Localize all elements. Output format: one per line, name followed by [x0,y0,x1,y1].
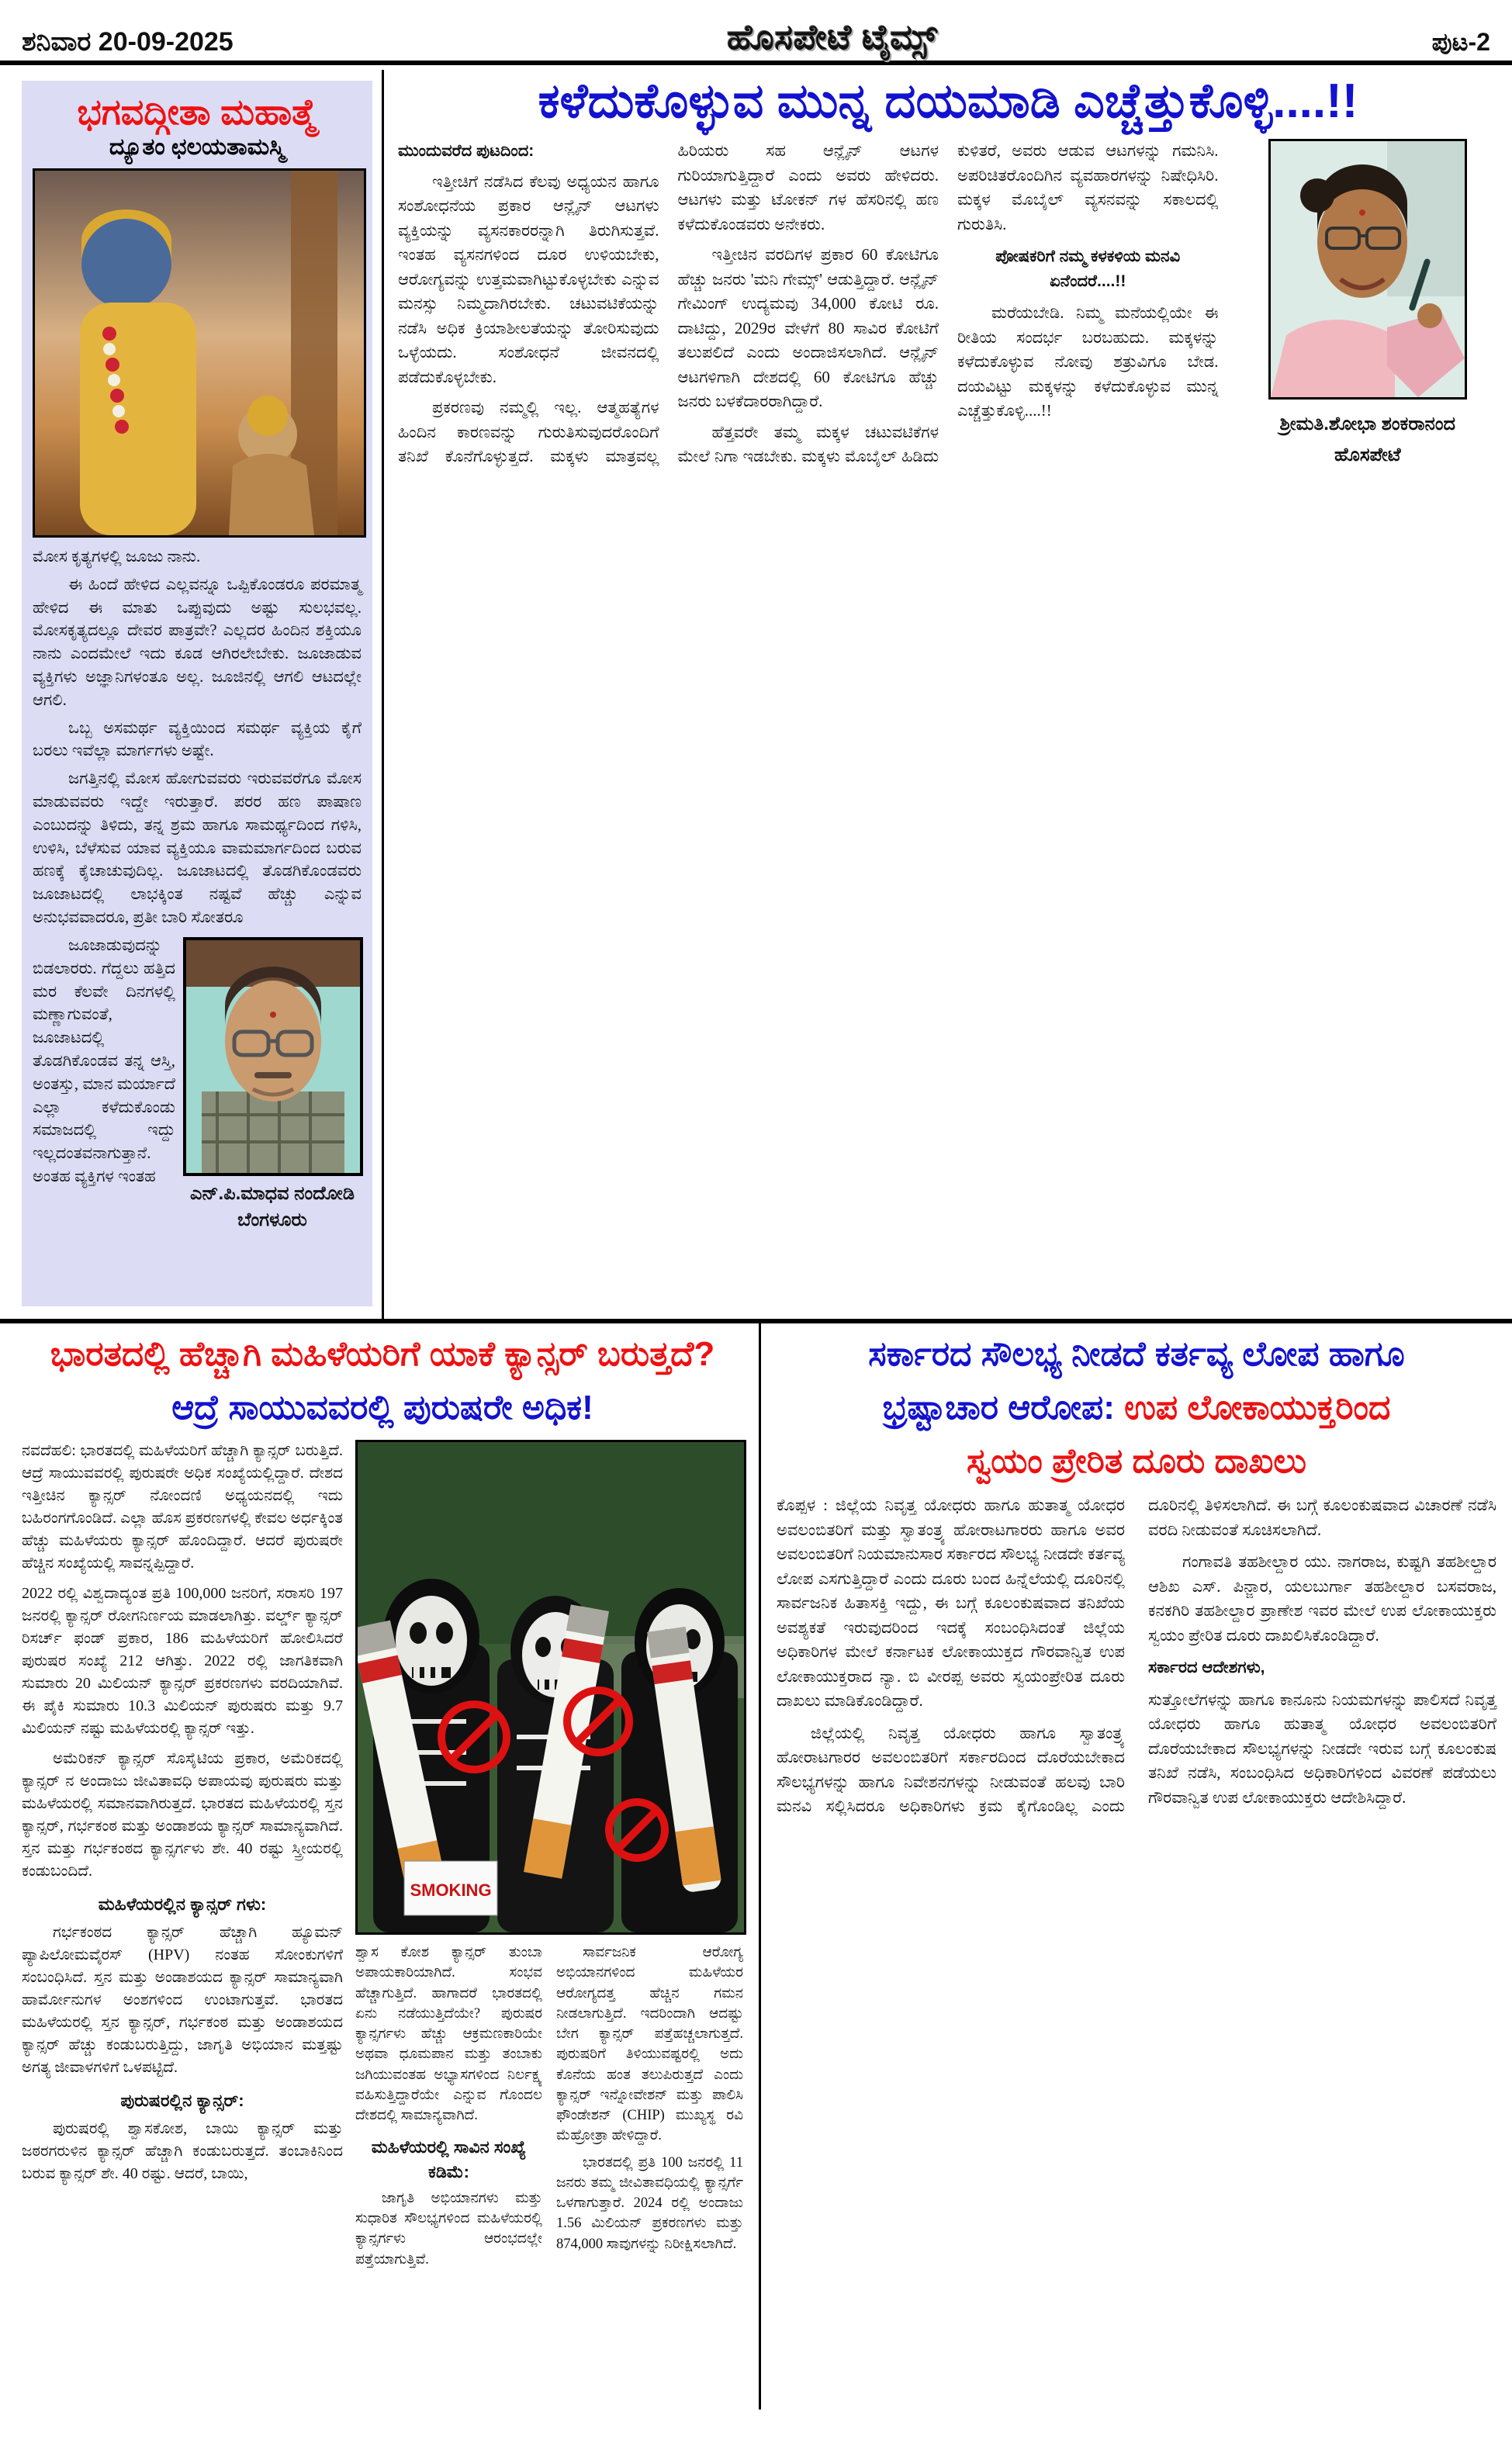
main-author-place: ಹೊಸಪೇಟೆ [1334,444,1401,465]
main-article [382,70,1512,1319]
lokayukta-paragraph: ಸುತ್ತೋಲೆಗಳನ್ನು ಹಾಗೂ ಕಾನೂನು ನಿಯಮಗಳನ್ನು ಪಾಲಿಸದೆ ನಿವೃತ್ತ ಯೋಧರು ಹಾಗೂ ಹುತಾತ್ಮ ಯೋಧರ ಅವಲಂಬಿತರಿಗೆ ದೊರೆಯಬೇಕಾದ ಸೌಲಭ್ಯಗಳನ್ನು ನೀಡದೇ ಇರುವ ಬಗ್ಗೆ ಕೂಲಂಕುಷ ತನಿಖೆ ನಡೆಸಿ, ಸಂಬಂಧಿಸಿದ ಅಧಿಕಾರಿಗಳಿಂದ ವಿವರಣೆ ಪಡೆಯಲು ಗೌರವಾನ್ವಿತ ಉಪ ಲೋಕಾಯುಕ್ತರು ಆದೇಶಿಸಿದ್ದಾರೆ. [1148,1690,1496,1807]
gita-author-photo-block [183,937,362,1233]
cancer-article [16,1323,754,2410]
cancer-paragraph: ನವದೆಹಲಿ: ಭಾರತದಲ್ಲಿ ಮಹಿಳೆಯರಿಗೆ ಹೆಚ್ಚಾಗಿ ಕ್ಯಾನ್ಸರ್ ಬರುತ್ತಿದೆ. ಆದ್ರೆ ಸಾಯುವವರಲ್ಲಿ ಪುರುಷರೇ ಅಧಿಕ ಸಂಖ್ಯೆಯಲ್ಲಿದ್ದಾರೆ. ದೇಶದ ಇತ್ತೀಚಿನ ಕ್ಯಾನ್ಸರ್ ನೋಂದಣಿ ಅಧ್ಯಯನದಲ್ಲಿ ಇದು ಬಹಿರಂಗಗೊಂಡಿದೆ. ಎಲ್ಲಾ ಹೊಸ ಪ್ರಕರಣಗಳಲ್ಲಿ ಕೇವಲ ಅರ್ಧಕ್ಕಿಂತ ಹೆಚ್ಚು ಮಹಿಳೆಯರು ಕ್ಯಾನ್ಸರ್ ಹೊಂದಿದ್ದಾರೆ. ಆದರೆ ಪುರುಷರೇ ಹೆಚ್ಚಿನ ಸಂಖ್ಯೆಯಲ್ಲಿ ಸಾವನ್ನಪ್ಪಿದ್ದಾರೆ. [22,1442,343,1572]
main-paragraph: ಪ್ರಕರಣವು ನಮ್ಮಲ್ಲಿ ಇಲ್ಲ. ಆತ್ಮಹತ್ಯೆಗಳ ಹಿಂದಿನ ಕಾರಣವನ್ನು ಗುರುತಿಸುವುದರೊಂದಿಗೆ ತನಿಖೆ ಕೊನೆಗೊಳ್ಳುತ್ತದೆ. ಮಕ್ಕಳು ಮಾತ್ರವಲ್ಲ ಹಿರಿಯರು ಸಹ ಆನ್ಲೈನ್ ಆಟಗಳ ಗುರಿಯಾಗುತ್ತಿದ್ದಾರೆ ಎಂದು ಅವರು ಹೇಳಿದರು. ಆಟಗಳು ಮತ್ತು ಟೋಕನ್ ಗಳ ಹೆಸರಿನಲ್ಲಿ ಹಣ ಕಳೆದುಕೊಂಡವರು ಅನೇಕರು. [398,141,939,466]
protest-sign-text: SMOKING [410,1880,492,1900]
main-author-photo-block [1237,139,1499,469]
gita-article [22,81,372,1306]
author-photo-madhava [183,937,363,1176]
cancer-paragraph: ಸಾರ್ವಜನಿಕ ಆರೋಗ್ಯ ಅಭಿಯಾನಗಳಿಂದ ಮಹಿಳೆಯರ ಆರೋಗ್ಯದತ್ತ ಹೆಚ್ಚಿನ ಗಮನ ನೀಡಲಾಗುತ್ತಿದೆ. ಇದರಿಂದಾಗಿ ಆದಷ್ಟು ಬೇಗ ಕ್ಯಾನ್ಸರ್ ಪತ್ತೆಹಚ್ಚಲಾಗುತ್ತದೆ. ಪುರುಷರಿಗೆ ತಿಳಿಯುವಷ್ಟರಲ್ಲಿ ಅದು ಕೊನೆಯ ಹಂತ ತಲುಪಿರುತ್ತದೆ ಎಂದು ಕ್ಯಾನ್ಸರ್ ಇನ್ನೋವೇಶನ್ ಮತ್ತು ಪಾಲಿಸಿ ಫೌಂಡೇಶನ್ (CHIP) ಮುಖ್ಯಸ್ಥ ರವಿ ಮೆಹ್ರೋತ್ರಾ ಹೇಳಿದ್ದಾರೆ. [556,1945,743,2144]
author-photo-shobha [1268,139,1467,400]
continued-from-page-label: ಮುಂದುವರೆದ ಪುಟದಿಂದ: [398,142,535,161]
cancer-content [22,1440,743,2439]
gita-headline: ಭಗವದ್ಗೀತಾ ಮಹಾತ್ಮೆ [77,92,317,132]
top-section [0,70,1512,1319]
page-number: ಪುಟ-2 [1431,28,1490,56]
main-paragraph: ಇತ್ತೀಚಿನ ವರದಿಗಳ ಪ್ರಕಾರ 60 ಕೋಟಿಗೂ ಹೆಚ್ಚು ಜನರು 'ಮನಿ ಗೇಮ್ಸ್' ಆಡುತ್ತಿದ್ದಾರೆ. ಆನ್ಲೈನ್ ಗೇಮಿಂಗ್ ಉದ್ಯಮವು 34,000 ಕೋಟಿ ರೂ. ದಾಟಿದ್ದು, 2029ರ ವೇಳೆಗೆ 80 ಸಾವಿರ ಕೋಟಿಗೆ ತಲುಪಲಿದೆ ಎಂದು ಅಂದಾಜಿಸಲಾಗಿದೆ. ಆನ್ಲೈನ್ ಆಟಗಳಿಗಾಗಿ ದೇಶದಲ್ಲಿ 60 ಕೋಟಿಗೂ ಹೆಚ್ಚು ಜನರು ಬಳಕೆದಾರರಾಗಿದ್ದಾರೆ. [677,245,939,411]
lokayukta-paragraph: ಜಿಲ್ಲೆಯಲ್ಲಿ ನಿವೃತ್ತ ಯೋಧರು ಹಾಗೂ ಸ್ವಾತಂತ್ರ್ಯ ಹೋರಾಟಗಾರರ ಅವಲಂಬಿತರಿಗೆ ಸರ್ಕಾರದಿಂದ ದೊರೆಯಬೇಕಾದ ಸೌಲಭ್ಯಗಳನ್ನು ಹಾಗೂ ನಿವೇಶನಗಳನ್ನು ನೀಡುವಂತೆ ಹಲವು ಬಾರಿ ಮನವಿ ಸಲ್ಲಿಸಿದರೂ ಅಧಿಕಾರಿಗಳು ಕ್ರಮ ಕೈಗೊಂಡಿಲ್ಲ ಎಂದು ದೂರಿನಲ್ಲಿ ತಿಳಿಸಲಾಗಿದೆ. ಈ ಬಗ್ಗೆ ಕೂಲಂಕುಷವಾದ ವಿಚಾರಣೆ ನಡೆಸಿ ವರದಿ ನೀಡುವಂತೆ ಸೂಚಿಸಲಾಗಿದೆ. [777,1496,1496,1815]
cancer-paragraph: ಜಾಗೃತಿ ಅಭಿಯಾನಗಳು ಮತ್ತು ಸುಧಾರಿತ ಸೌಲಭ್ಯಗಳಿಂದ ಮಹಿಳೆಯರಲ್ಲಿ ಕ್ಯಾನ್ಸರ್ಗಳು ಆರಂಭದಲ್ಲೇ ಪತ್ತೆಯಾಗುತ್ತಿವೆ. [355,2190,542,2268]
bottom-section [0,1319,1512,2405]
lokayukta-headline-line3: ಸ್ವಯಂ ಪ್ರೇರಿತ ದೂರು ದಾಖಲು [967,1442,1306,1480]
main-author-name: ಶ್ರೀಮತಿ.ಶೋಭಾ ಶಂಕರಾನಂದ [1279,413,1455,434]
main-headline: ಕಳೆದುಕೊಳ್ಳುವ ಮುನ್ನ ದಯಮಾಡಿ ಎಚ್ಚೆತ್ತುಕೊಳ್ಳಿ....!! [538,74,1358,128]
gita-body-text [33,545,362,1230]
anti-smoking-protest-photo [355,1440,746,1935]
cancer-paragraph: ಶ್ವಾಸ ಕೋಶ ಕ್ಯಾನ್ಸರ್ ತುಂಬಾ ಅಪಾಯಕಾರಿಯಾಗಿದೆ. ಸಂಭವ ಹೆಚ್ಚಾಗುತ್ತಿದೆ. ಹಾಗಾದರೆ ಭಾರತದಲ್ಲಿ ಏನು ನಡೆಯುತ್ತಿದೆಯೇ? ಪುರುಷರ ಕ್ಯಾನ್ಸರ್ಗಳು ಹೆಚ್ಚು ಆಕ್ರಮಣಕಾರಿಯೇ ಅಥವಾ ಧೂಮಪಾನ ಮತ್ತು ತಂಬಾಕು ಜಗಿಯುವಂತಹ ಅಭ್ಯಾಸಗಳಿಂದ ನಿರ್ಲಕ್ಷ್ಯ ವಹಿಸುತ್ತಿದ್ದಾರೆಯೇ ಎನ್ನುವ ಗೊಂದಲ ದೇಶದಲ್ಲಿ ಸಾಮಾನ್ಯವಾಗಿದೆ. [355,1945,542,2124]
gita-paragraph: ಒಬ್ಬ ಅಸಮರ್ಥ ವ್ಯಕ್ತಿಯಿಂದ ಸಮರ್ಥ ವ್ಯಕ್ತಿಯ ಕೈಗೆ ಬರಲು ಇವೆಲ್ಲಾ ಮಾರ್ಗಗಳು ಅಷ್ಟೇ. [33,718,362,760]
lokayukta-bold-lead: ಸರ್ಕಾರದ ಆದೇಶಗಳು, [1148,1659,1265,1676]
krishna-arjuna-image [33,168,366,538]
cancer-headline-line2: ಆದ್ರೆ ಸಾಯುವವರಲ್ಲಿ ಪುರುಷರೇ ಅಧಿಕ! [171,1389,593,1427]
lokayukta-headline-line2 [777,1386,1496,1429]
lokayukta-paragraph: ಕೊಪ್ಪಳ : ಜಿಲ್ಲೆಯ ನಿವೃತ್ತ ಯೋಧರು ಹಾಗೂ ಹುತಾತ್ಮ ಯೋಧರ ಅವಲಂಬಿತರಿಗೆ ಮತ್ತು ಸ್ವಾತಂತ್ರ್ಯ ಹೋರಾಟಗಾರರು ಹಾಗೂ ಅವರ ಅವಲಂಬಿತರಿಗೆ ನಿಯಮಾನುಸಾರ ಸರ್ಕಾರದ ಸೌಲಭ್ಯ ನೀಡದೇ ಕರ್ತವ್ಯ ಲೋಪ ಎಸಗುತ್ತಿದ್ದಾರೆ ಎಂದು ದೂರು ಬಂದ ಹಿನ್ನೆಲೆಯಲ್ಲಿ ದೂರಿನಲ್ಲಿ ಸಾರ್ವಜನಿಕ ಹಿತಾಸಕ್ತಿ ಇದ್ದು, ಈ ಬಗ್ಗೆ ಕೂಲಂಕುಷವಾದ ತನಿಖೆಯ ಅವಶ್ಯಕತೆ ಇರುವುದರಿಂದ ಇದಕ್ಕೆ ಸಂಬಂಧಿಸಿದಂತೆ ಜಿಲ್ಲೆಯ ಅಧಿಕಾರಿಗಳ ಮೇಲೆ ಕರ್ನಾಟಕ ಲೋಕಾಯುಕ್ತದ ಗೌರವಾನ್ವಿತ ಉಪ ಲೋಕಾಯುಕ್ತರಾದ ನ್ಯಾ. ಬಿ ವೀರಪ್ಪ ಅವರು ಸ್ವಯಂಪ್ರೇರಿತ ದೂರು ದಾಖಲು ಮಾಡಿಕೊಂಡಿದ್ದಾರೆ. [777,1496,1125,1710]
women-cancers-subhead: ಮಹಿಳೆಯರಲ್ಲಿನ ಕ್ಯಾನ್ಸರ್ ಗಳು: [98,1894,267,1914]
cancer-left-column [22,1440,343,2439]
newspaper-title: ಹೊಸಪೇಟೆ ಟೈಮ್ಸ್ [727,19,938,57]
gita-author-place: ಬೆಂಗಳೂರು [237,1209,307,1230]
cancer-paragraph: ಭಾರತದಲ್ಲಿ ಪ್ರತಿ 100 ಜನರಲ್ಲಿ 11 ಜನರು ತಮ್ಮ ಜೀವಿತಾವಧಿಯಲ್ಲಿ ಕ್ಯಾನ್ಸರ್ಗೆ ಒಳಗಾಗುತ್ತಾರೆ. 2024 ರಲ್ಲಿ ಅಂದಾಜು 1.56 ಮಿಲಿಯನ್ ಪ್ರಕರಣಗಳು ಮತ್ತು 874,000 ಸಾವುಗಳನ್ನು ನಿರೀಕ್ಷಿಸಲಾಗಿದೆ. [556,2154,743,2252]
men-cancers-subhead: ಪುರುಷರಲ್ಲಿನ ಕ್ಯಾನ್ಸರ್: [120,2090,244,2110]
cancer-right-column [355,1440,743,2439]
gita-paragraph: ಈ ಹಿಂದೆ ಹೇಳಿದ ಎಲ್ಲವನ್ನೂ ಒಪ್ಪಿಕೊಂಡರೂ ಪರಮಾತ್ಮ ಹೇಳಿದ ಈ ಮಾತು ಒಪ್ಪುವುದು ಅಷ್ಟು ಸುಲಭವಲ್ಲ. ಮೋಸಕೃತ್ಯದಲ್ಲೂ ದೇವರ ಪಾತ್ರವೇ? ಎಲ್ಲದರ ಹಿಂದಿನ ಶಕ್ತಿಯೂ ನಾನು ಎಂದಮೇಲೆ ಇದು ಕೂಡ ಆಗಿರಲೇಬೇಕು. ಜೂಜಾಡುವ ವ್ಯಕ್ತಿಗಳು ಅಜ್ಞಾನಿಗಳಂತೂ ಅಲ್ಲ. ಜೂಜಿನಲ್ಲಿ ಆಗಲಿ ಆಟದಲ್ಲೇ ಆಗಲಿ. [33,574,362,709]
lokayukta-paragraph: ಗಂಗಾವತಿ ತಹಶೀಲ್ದಾರ ಯು. ನಾಗರಾಜ, ಕುಷ್ಟಗಿ ತಹಶೀಲ್ದಾರ ಆಶಿಖ ಎಸ್. ಪಿನ್ಜಾರ, ಯಲಬುರ್ಗಾ ತಹಶೀಲ್ದಾರ ಬಸವರಾಜ, ಕನಕಗಿರಿ ತಹಶೀಲ್ದಾರ ಪ್ರಾಣೇಶ ಇವರ ಮೇಲೆ ಉಪ ಲೋಕಾಯುಕ್ತರು ಸ್ವಯಂ ಪ್ರೇರಿತ ದೂರು ದಾಖಲಿಸಿಕೊಂಡಿದ್ದಾರೆ. [1148,1552,1496,1645]
gita-paragraph: ಮೋಸ ಕೃತ್ಯಗಳಲ್ಲಿ ಜೂಜು ನಾನು. [33,546,201,566]
issue-date: ಶನಿವಾರ 20-09-2025 [22,27,234,57]
parents-appeal-heading: ಪೋಷಕರಿಗೆ ನಮ್ಮ ಕಳಕಳಿಯ ಮನವಿ ಏನೆಂದರೆ....!! [995,247,1181,290]
lokayukta-headline-line2-red: ಉಪ ಲೋಕಾಯುಕ್ತರಿಂದ [1124,1389,1391,1427]
main-paragraph: ಹೆತ್ತವರೇ ತಮ್ಮ ಮಕ್ಕಳ ಚಟುವಟಿಕೆಗಳ ಮೇಲೆ ನಿಗಾ ಇಡಬೇಕು. ಮಕ್ಕಳು ಮೊಬೈಲ್ ಹಿಡಿದು ಕುಳಿತರೆ, ಅವರು ಆಡುವ ಆಟಗಳನ್ನು ಗಮನಿಸಿ. ಅಪರಿಚಿತರೊಂದಿಗಿನ ವ್ಯವಹಾರಗಳನ್ನು ನಿಷೇಧಿಸಿರಿ. ಮಕ್ಕಳ ಮೊಬೈಲ್ ವ್ಯಸನವನ್ನು ಸಕಾಲದಲ್ಲಿ ಗುರುತಿಸಿ. [677,141,1219,466]
lokayukta-article [759,1323,1512,2410]
masthead-bar [0,0,1512,65]
cancer-paragraph: 2022 ರಲ್ಲಿ ವಿಶ್ವದಾದ್ಯಂತ ಪ್ರತಿ 100,000 ಜನರಿಗೆ, ಸರಾಸರಿ 197 ಜನರಲ್ಲಿ ಕ್ಯಾನ್ಸರ್ ರೋಗನಿರ್ಣಯ ಮಾಡಲಾಗಿತ್ತು. ವರ್ಲ್ಡ್ ಕ್ಯಾನ್ಸರ್ ರಿಸರ್ಚ್ ಫಂಡ್ ಪ್ರಕಾರ, 186 ಮಹಿಳೆಯರಿಗೆ ಹೋಲಿಸಿದರೆ ಪುರುಷರ ಸಂಖ್ಯೆ 212 ಆಗಿತ್ತು. 2022 ರಲ್ಲಿ ಜಾಗತಿಕವಾಗಿ ಸುಮಾರು 20 ಮಿಲಿಯನ್ ಕ್ಯಾನ್ಸರ್ ಪ್ರಕರಣಗಳು ವರದಿಯಾಗಿವೆ. ಈ ಪೈಕಿ ಸುಮಾರು 10.3 ಮಿಲಿಯನ್ ಪುರುಷರು ಮತ್ತು 9.7 ಮಿಲಿಯನ್ ನಷ್ಟು ಮಹಿಳೆಯರಲ್ಲಿ ಕ್ಯಾನ್ಸರ್ ಇತ್ತು. [22,1585,343,1737]
lokayukta-columns [777,1493,1496,2362]
lokayukta-headline-line1: ಸರ್ಕಾರದ ಸೌಲಭ್ಯ ನೀಡದೆ ಕರ್ತವ್ಯ ಲೋಪ ಹಾಗೂ [868,1335,1405,1373]
main-article-columns [398,139,1498,1279]
lokayukta-headline-line2-blue: ಭ್ರಷ್ಟಾಚಾರ ಆರೋಪ: [882,1389,1115,1427]
cancer-paragraph: ಅಮೆರಿಕನ್ ಕ್ಯಾನ್ಸರ್ ಸೊಸೈಟಿಯ ಪ್ರಕಾರ, ಅಮೆರಿಕದಲ್ಲಿ ಕ್ಯಾನ್ಸರ್ ನ ಅಂದಾಜು ಜೀವಿತಾವಧಿ ಅಪಾಯವು ಪುರುಷರು ಮತ್ತು ಮಹಿಳೆಯರಲ್ಲಿ ಸಮಾನವಾಗಿರುತ್ತದೆ. ಭಾರತದ ಮಹಿಳೆಯರಲ್ಲಿ ಸ್ತನ ಕ್ಯಾನ್ಸರ್, ಗರ್ಭಕಂಠ ಮತ್ತು ಅಂಡಾಶಯ ಕ್ಯಾನ್ಸರ್ ಸಾಮಾನ್ಯವಾಗಿದೆ. ಸ್ತನ ಮತ್ತು ಗರ್ಭಕಂಠದ ಕ್ಯಾನ್ಸರ್ಗಳು ಶೇ. 40 ರಷ್ಟು ಸ್ತ್ರೀಯರಲ್ಲಿ ಕಂಡುಬಂದಿದೆ. [22,1750,343,1880]
gita-subheadline: ದ್ಯೂತಂ ಛಲಯತಾಮಸ್ಮಿ [109,133,285,160]
deaths-lower-subhead: ಮಹಿಳೆಯರಲ್ಲಿ ಸಾವಿನ ಸಂಖ್ಯೆ ಕಡಿಮೆ: [371,2137,527,2181]
cancer-underphoto-columns [355,1943,743,2439]
gita-paragraph: ಜೂಜಾಡುವುದನ್ನು ಬಿಡಲಾರರು. ಗೆದ್ದಲು ಹತ್ತಿದ ಮರ ಕೆಲವೇ ದಿನಗಳಲ್ಲಿ ಮಣ್ಣಾಗುವಂತೆ, ಜೂಜಾಟದಲ್ಲಿ ತೊಡಗಿಕೊಂಡವ ತನ್ನ ಆಸ್ತಿ, ಅಂತಸ್ತು, ಮಾನ ಮರ್ಯಾದೆ ಎಲ್ಲಾ ಕಳೆದುಕೊಂಡು ಸಮಾಜದಲ್ಲಿ ಇದ್ದು ಇಲ್ಲದಂತವನಾಗುತ್ತಾನೆ. ಅಂತಹ ವ್ಯಕ್ತಿಗಳ ಇಂತಹ [33,935,175,1186]
gita-author-name: ಎನ್.ಪಿ.ಮಾಧವ ನಂದೋಡಿ [190,1182,355,1204]
cancer-headline-line1: ಭಾರತದಲ್ಲಿ ಹೆಚ್ಚಾಗಿ ಮಹಿಳೆಯರಿಗೆ ಯಾಕೆ ಕ್ಯಾನ್ಸರ್ ಬರುತ್ತದೆ? [50,1335,715,1373]
main-paragraph: ಇತ್ತೀಚಿಗೆ ನಡೆಸಿದ ಕೆಲವು ಅಧ್ಯಯನ ಹಾಗೂ ಸಂಶೋಧನೆಯ ಪ್ರಕಾರ ಆನ್ಲೈನ್ ಆಟಗಳು ವ್ಯಕ್ತಿಯನ್ನು ವ್ಯಸನಕಾರರನ್ನಾಗಿ ತಿರುಗಿಸುತ್ತವೆ. ಇಂತಹ ವ್ಯಸನಗಳಿಂದ ದೂರ ಉಳಿಯಬೇಕು, ಆರೋಗ್ಯವನ್ನು ಉತ್ತಮವಾಗಿಟ್ಟುಕೊಳ್ಳಬೇಕು ಎನ್ನುವ ಮನಸ್ಸು ನಿಮ್ಮದಾಗಿರಬೇಕು. ಚಟುವಟಿಕೆಯನ್ನು ನಡೆಸಿ ಅಧಿಕ ಕ್ರಿಯಾಶೀಲತೆಯನ್ನು ತೋರಿಸುವುದು ಒಳ್ಳೆಯದು. ಸಂಶೋಧನೆ ಜೀವನದಲ್ಲಿ ಪಡೆದುಕೊಳ್ಳಬೇಕು. [398,171,659,386]
cancer-paragraph: ಪುರುಷರಲ್ಲಿ ಶ್ವಾಸಕೋಶ, ಬಾಯಿ ಕ್ಯಾನ್ಸರ್ ಮತ್ತು ಜಠರಗರುಳಿನ ಕ್ಯಾನ್ಸರ್ ಹೆಚ್ಚಾಗಿ ಕಂಡುಬರುತ್ತದೆ. ತಂಬಾಕಿನಿಂದ ಬರುವ ಕ್ಯಾನ್ಸರ್ ಶೇ. 40 ರಷ್ಟು. ಆದರೆ, ಬಾಯಿ, [22,2119,343,2182]
gita-paragraph: ಜಗತ್ತಿನಲ್ಲಿ ಮೋಸ ಹೋಗುವವರು ಇರುವವರೆಗೂ ಮೋಸ ಮಾಡುವವರು ಇದ್ದೇ ಇರುತ್ತಾರೆ. ಪರರ ಹಣ ಪಾಷಾಣ ಎಂಬುದನ್ನು ತಿಳಿದು, ತನ್ನ ಶ್ರಮ ಹಾಗೂ ಸಾಮರ್ಥ್ಯದಿಂದ ಗಳಿಸಿ, ಉಳಿಸಿ, ಬೆಳೆಸುವ ಯಾವ ವ್ಯಕ್ತಿಯೂ ವಾಮಮಾರ್ಗದಿಂದ ಬರುವ ಹಣಕ್ಕೆ ಕೈಚಾಚುವುದಿಲ್ಲ. ಜೂಜಾಟದಲ್ಲಿ ತೊಡಗಿಕೊಂಡವರು ಜೂಜಾಟದಲ್ಲಿ ಲಾಭಕ್ಕಿಂತ ನಷ್ಟವೆ ಹೆಚ್ಚು ಎನ್ನುವ ಅನುಭವವಾದರೂ, ಪ್ರತೀ ಬಾರಿ ಸೋತರೂ [33,769,362,927]
cancer-paragraph: ಗರ್ಭಕಂಠದ ಕ್ಯಾನ್ಸರ್ ಹೆಚ್ಚಾಗಿ ಹ್ಯೂಮನ್ ಪ್ಯಾಪಿಲೋಮವೈರಸ್ (HPV) ನಂತಹ ಸೋಂಕುಗಳಿಗೆ ಸಂಬಂಧಿಸಿದೆ. ಸ್ತನ ಮತ್ತು ಅಂಡಾಶಯದ ಕ್ಯಾನ್ಸರ್ ಸಾಮಾನ್ಯವಾಗಿ ಹಾರ್ಮೋನುಗಳ ಅಂಶಗಳಿಂದ ಉಂಟಾಗುತ್ತವೆ. ಭಾರತದ ಮಹಿಳೆಯರಲ್ಲಿ ಸ್ತನ ಕ್ಯಾನ್ಸರ್, ಗರ್ಭಕಂಠ ಮತ್ತು ಅಂಡಾಶಯದ ಕ್ಯಾನ್ಸರ್ ಹೆಚ್ಚು ಕಂಡುಬರುತ್ತಿದ್ದು, ಜಾಗೃತಿ ಅಭಿಯಾನ ಮತ್ತಷ್ಟು ಅಗತ್ಯ ಜೀವಾಳಗಳಿಗೆ ಒಳಪಟ್ಟಿದೆ. [22,1923,343,2076]
main-closing-paragraph: ಮರೆಯಬೇಡಿ. ನಿಮ್ಮ ಮನೆಯಲ್ಲಿಯೇ ಈ ರೀತಿಯ ಸಂದರ್ಭ ಬರಬಹುದು. ಮಕ್ಕಳನ್ನು ಕಳೆದುಕೊಳ್ಳುವ ನೋವು ಶತ್ರುವಿಗೂ ಬೇಡ. ದಯವಿಟ್ಟು ಮಕ್ಕಳನ್ನು ಕಳೆದುಕೊಳ್ಳುವ ಮುನ್ನ ಎಚ್ಚೆತ್ತುಕೊಳ್ಳಿ....!! [957,303,1219,420]
